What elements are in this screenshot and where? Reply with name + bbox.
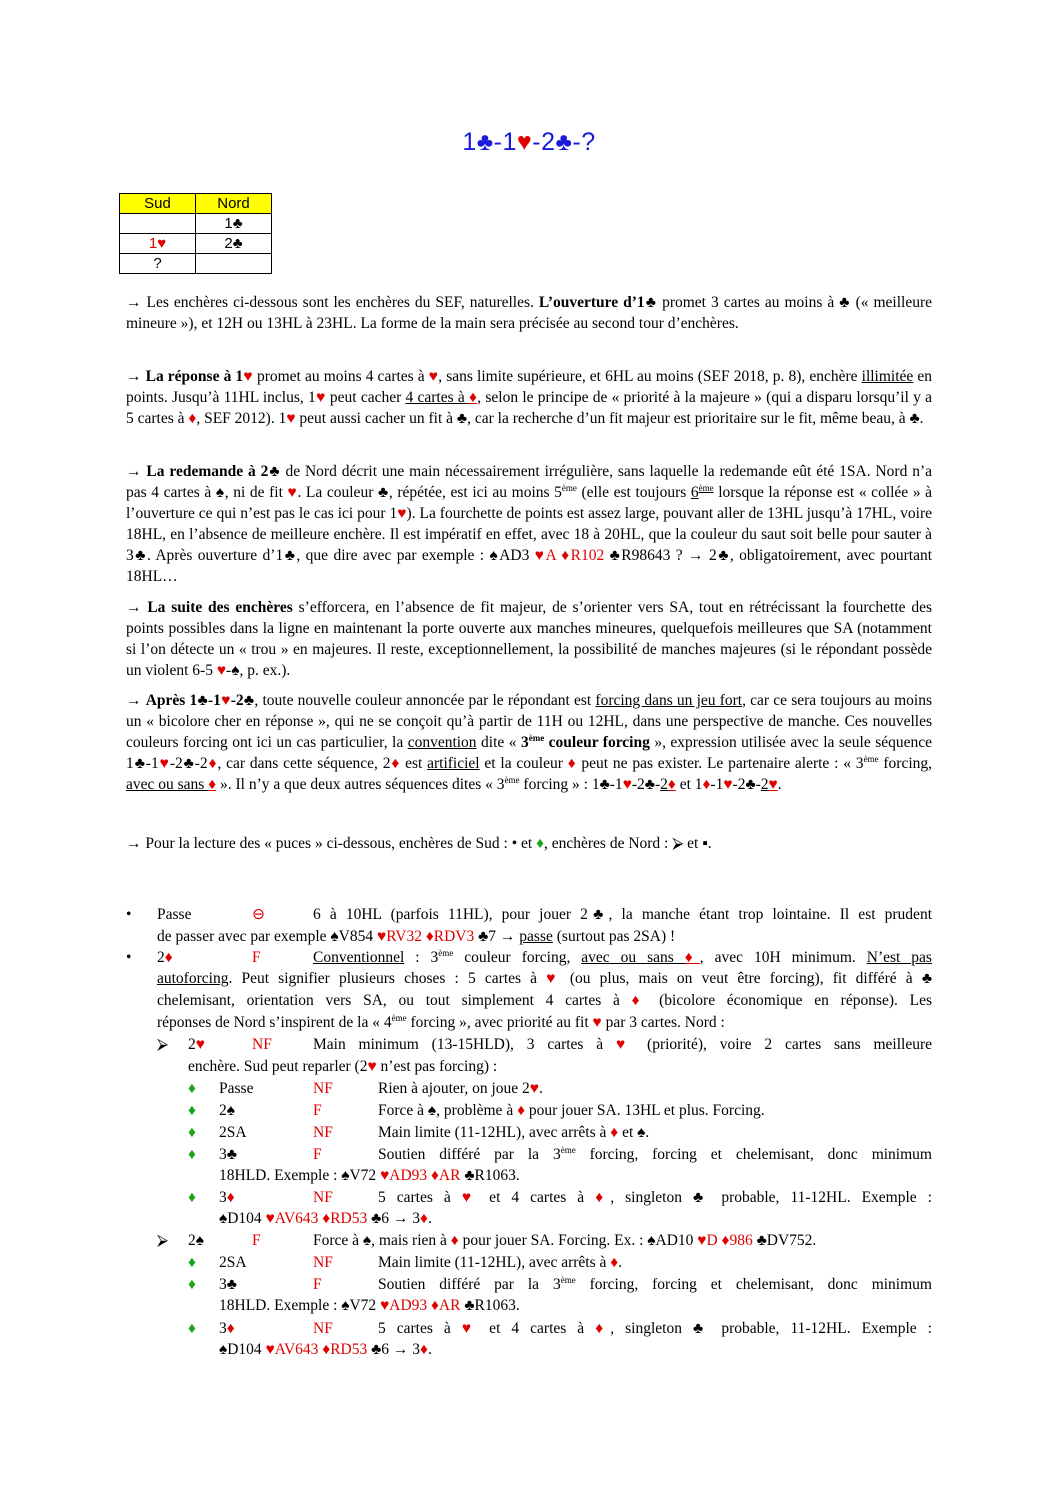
header-nord: Nord — [196, 194, 272, 214]
arrow-bullet: ⮚ — [157, 1036, 169, 1053]
item-text: réponses de Nord s’inspirent de la « 4ème forcing », avec priorité au fit ♥ par 3 cartes. Nord : — [157, 1012, 725, 1031]
item-text: Main limite (11-12HL), avec arrêts à ♦ et ♠. — [378, 1124, 650, 1141]
bid: 3♣ — [219, 1276, 237, 1293]
item-text: ♠D104 ♥AV643 ♦RD53 ♣6 → 3♦. — [219, 1341, 432, 1358]
paragraph-after: → Après 1♣-1♥-2♣, toute nouvelle couleur annoncée par le répondant est forcing dans un jeu fort, car ce sera toujours au moins un « bicolore cher en réponse », qui ne se conçoit qu’à partir de 11H ou 12HL, dans une perspective de manche. Ces nouvelles couleurs forcing ont ici un cas particulier, la convention dite « 3ème couleur forcing », expression utilisée avec la seule séquence 1♣-1♥-2♣-2♦, car dans cette séquence, 2♦ est artificiel et la couleur ♦ peut ne pas exister. Le partenaire alerte : « 3ème forcing, avec ou sans ♦ ». Il n’y a que deux autres séquences dites « 3ème forcing » : 1♣-1♥-2♣-2♦ et 1♦-1♥-2♣-2♥. — [126, 692, 933, 793]
arrow-bullet: ⮚ — [157, 1232, 169, 1249]
cell: 1♣ — [196, 214, 272, 234]
item-text: 5 cartes à ♥ et 4 cartes à ♦, singleton ♣ probable, 11-12HL. Exemple : — [378, 1189, 932, 1206]
item-text: Force à ♠, problème à ♦ pour jouer SA. 13HL et plus. Forcing. — [378, 1102, 765, 1119]
item-text: Force à ♠, mais rien à ♦ pour jouer SA. Forcing. Ex. : ♠AD10 ♥D ♦986 ♣DV752. — [313, 1232, 817, 1249]
code: F — [313, 1102, 322, 1119]
item-text: 18HLD. Exemple : ♠V72 ♥AD93 ♦AR ♣R1063. — [219, 1297, 520, 1314]
paragraph-opening: → Les enchères ci-dessous sont les enchères du SEF, naturelles. L’ouverture d’1♣ promet 3 cartes au moins à ♣ (« meilleure mineure »), et 12H ou 13HL à 23HL. La forme de la main sera précisée au second tour d’enchères. — [126, 294, 933, 332]
green-diamond-bullet: ♦ — [188, 1146, 196, 1163]
item-text: ♠D104 ♥AV643 ♦RD53 ♣6 → 3♦. — [219, 1210, 432, 1227]
green-diamond-bullet: ♦ — [188, 1189, 196, 1206]
bid: 2♠ — [219, 1102, 235, 1119]
bid: 2♥ — [188, 1036, 205, 1053]
bidding-table — [119, 193, 272, 274]
item-text: 6 à 10HL (parfois 11HL), pour jouer 2♣, la manche étant trop lointaine. Il est prudent — [313, 906, 932, 923]
code: NF — [313, 1080, 333, 1097]
bid: 3♦ — [219, 1320, 235, 1337]
green-diamond-bullet: ♦ — [188, 1124, 196, 1141]
code-forcing: F — [252, 949, 261, 966]
paragraph-legend: → Pour la lecture des « puces » ci-dessous, enchères de Sud : • et ♦, enchères de Nord : ⮚ et ▪. — [126, 835, 712, 852]
paragraph-rebid: → La redemande à 2♣ de Nord décrit une main nécessairement irrégulière, sans laquelle la redemande eût été 1SA. Nord n’a pas 4 cartes à ♠, ni de fit ♥. La couleur ♣, répétée, est ici au moins 5ème (elle est toujours 6ème lorsque la réponse est « collée » à l’ouverture ce qui n’est pas le cas ici pour 1♥). La fourchette de points est assez large, pouvant aller de 13HL jusqu’à 17HL, voire 18HL, en l’absence de meilleure enchère. Il est impératif en effet, avec 18 à 20HL, que la couleur du saut soit belle pour sauter à 3♣. Après ouverture d’1♣, que dire avec par exemple : ♠AD3 ♥A ♦R102 ♣R98643 ? → 2♣, obligatoirement, avec pourtant 18HL… — [126, 463, 933, 585]
bid: 2♦ — [157, 949, 173, 966]
bid: Passe — [157, 906, 192, 923]
item-text: 5 cartes à ♥ et 4 cartes à ♦, singleton ♣ probable, 11-12HL. Exemple : — [378, 1320, 932, 1337]
item-text: Soutien différé par la 3ème forcing, forcing et chelemisant, donc minimum — [378, 1274, 932, 1293]
bullet: • — [126, 949, 132, 966]
item-text: enchère. Sud peut reparler (2♥ n’est pas forcing) : — [188, 1058, 498, 1075]
cell: 1♥ — [120, 234, 196, 254]
item-text: chelemisant, orientation vers SA, ou tout simplement 4 cartes à ♦ (bicolore économique en réponse). Les — [157, 992, 933, 1009]
code: NF — [313, 1320, 333, 1337]
bid: 2♠ — [188, 1232, 204, 1249]
page-title: 1♣-1♥-2♣-? — [462, 128, 596, 156]
bid: 3♣ — [219, 1146, 237, 1163]
item-text: Conventionnel : 3ème couleur forcing, avec ou sans ♦, avec 10H minimum. N’est pas — [313, 947, 932, 966]
green-diamond-bullet: ♦ — [188, 1276, 196, 1293]
no-entry-icon: ⊖ — [252, 905, 265, 923]
item-text: de passer avec par exemple ♠V854 ♥RV32 ♦RDV3 ♣7 → passe (surtout pas 2SA) ! — [157, 928, 676, 945]
item-text: autoforcing. Peut signifier plusieurs choses : 5 cartes à ♥ (ou plus, mais on veut être forcing), fit différé à ♣ — [157, 970, 933, 987]
code: NF — [313, 1254, 333, 1271]
paragraph-response: → La réponse à 1♥ promet au moins 4 cartes à ♥, sans limite supérieure, et 6HL au moins (SEF 2018, p. 8), enchère illimitée en points. Jusqu’à 11HL inclus, 1♥ peut cacher 4 cartes à ♦, selon le principe de « priorité à la majeure » (qui a disparu lorsqu’il y a 5 cartes à ♦, SEF 2012). 1♥ peut aussi cacher un fit à ♣, car la recherche d’un fit majeur est prioritaire sur le fit, même beau, à ♣. — [126, 368, 933, 427]
cell — [196, 254, 272, 274]
item-text: Soutien différé par la 3ème forcing, forcing et chelemisant, donc minimum — [378, 1144, 932, 1163]
bid: 3♦ — [219, 1189, 235, 1206]
code-nonforcing: NF — [252, 1036, 272, 1053]
cell: ? — [120, 254, 196, 274]
code: NF — [313, 1124, 333, 1141]
item-text: Rien à ajouter, on joue 2♥. — [378, 1080, 543, 1097]
item-text: Main minimum (13-15HLD), 3 cartes à ♥ (priorité), voire 2 cartes sans meilleure — [313, 1036, 933, 1053]
paragraph-continuation: → La suite des enchères s’efforcera, en l’absence de fit majeur, de s’orienter vers SA, tout en rétrécissant la fourchette des points possibles dans la ligne en maintenant la porte ouverte aux manches mineures, quelquefois meilleures que SA (notamment si l’on détecte un « trou » en majeures. Il reste, exceptionnellement, la possibilité de manches majeures (si le répondant possède un violent 6-5 ♥-♠, p. ex.). — [126, 599, 933, 679]
code: NF — [313, 1189, 333, 1206]
green-diamond-bullet: ♦ — [188, 1254, 196, 1271]
header-sud: Sud — [120, 194, 196, 214]
item-text: Main limite (11-12HL), avec arrêts à ♦. — [378, 1254, 623, 1271]
bid: Passe — [219, 1080, 254, 1097]
green-diamond-bullet: ♦ — [188, 1080, 196, 1097]
item-text: 18HLD. Exemple : ♠V72 ♥AD93 ♦AR ♣R1063. — [219, 1167, 520, 1184]
green-diamond-bullet: ♦ — [188, 1320, 196, 1337]
bid: 2SA — [219, 1254, 247, 1271]
bid: 2SA — [219, 1124, 247, 1141]
cell — [120, 214, 196, 234]
green-diamond-bullet: ♦ — [188, 1102, 196, 1119]
code: F — [313, 1276, 322, 1293]
code-forcing: F — [252, 1232, 261, 1249]
cell: 2♣ — [196, 234, 272, 254]
code: F — [313, 1146, 322, 1163]
bullet: • — [126, 906, 132, 923]
